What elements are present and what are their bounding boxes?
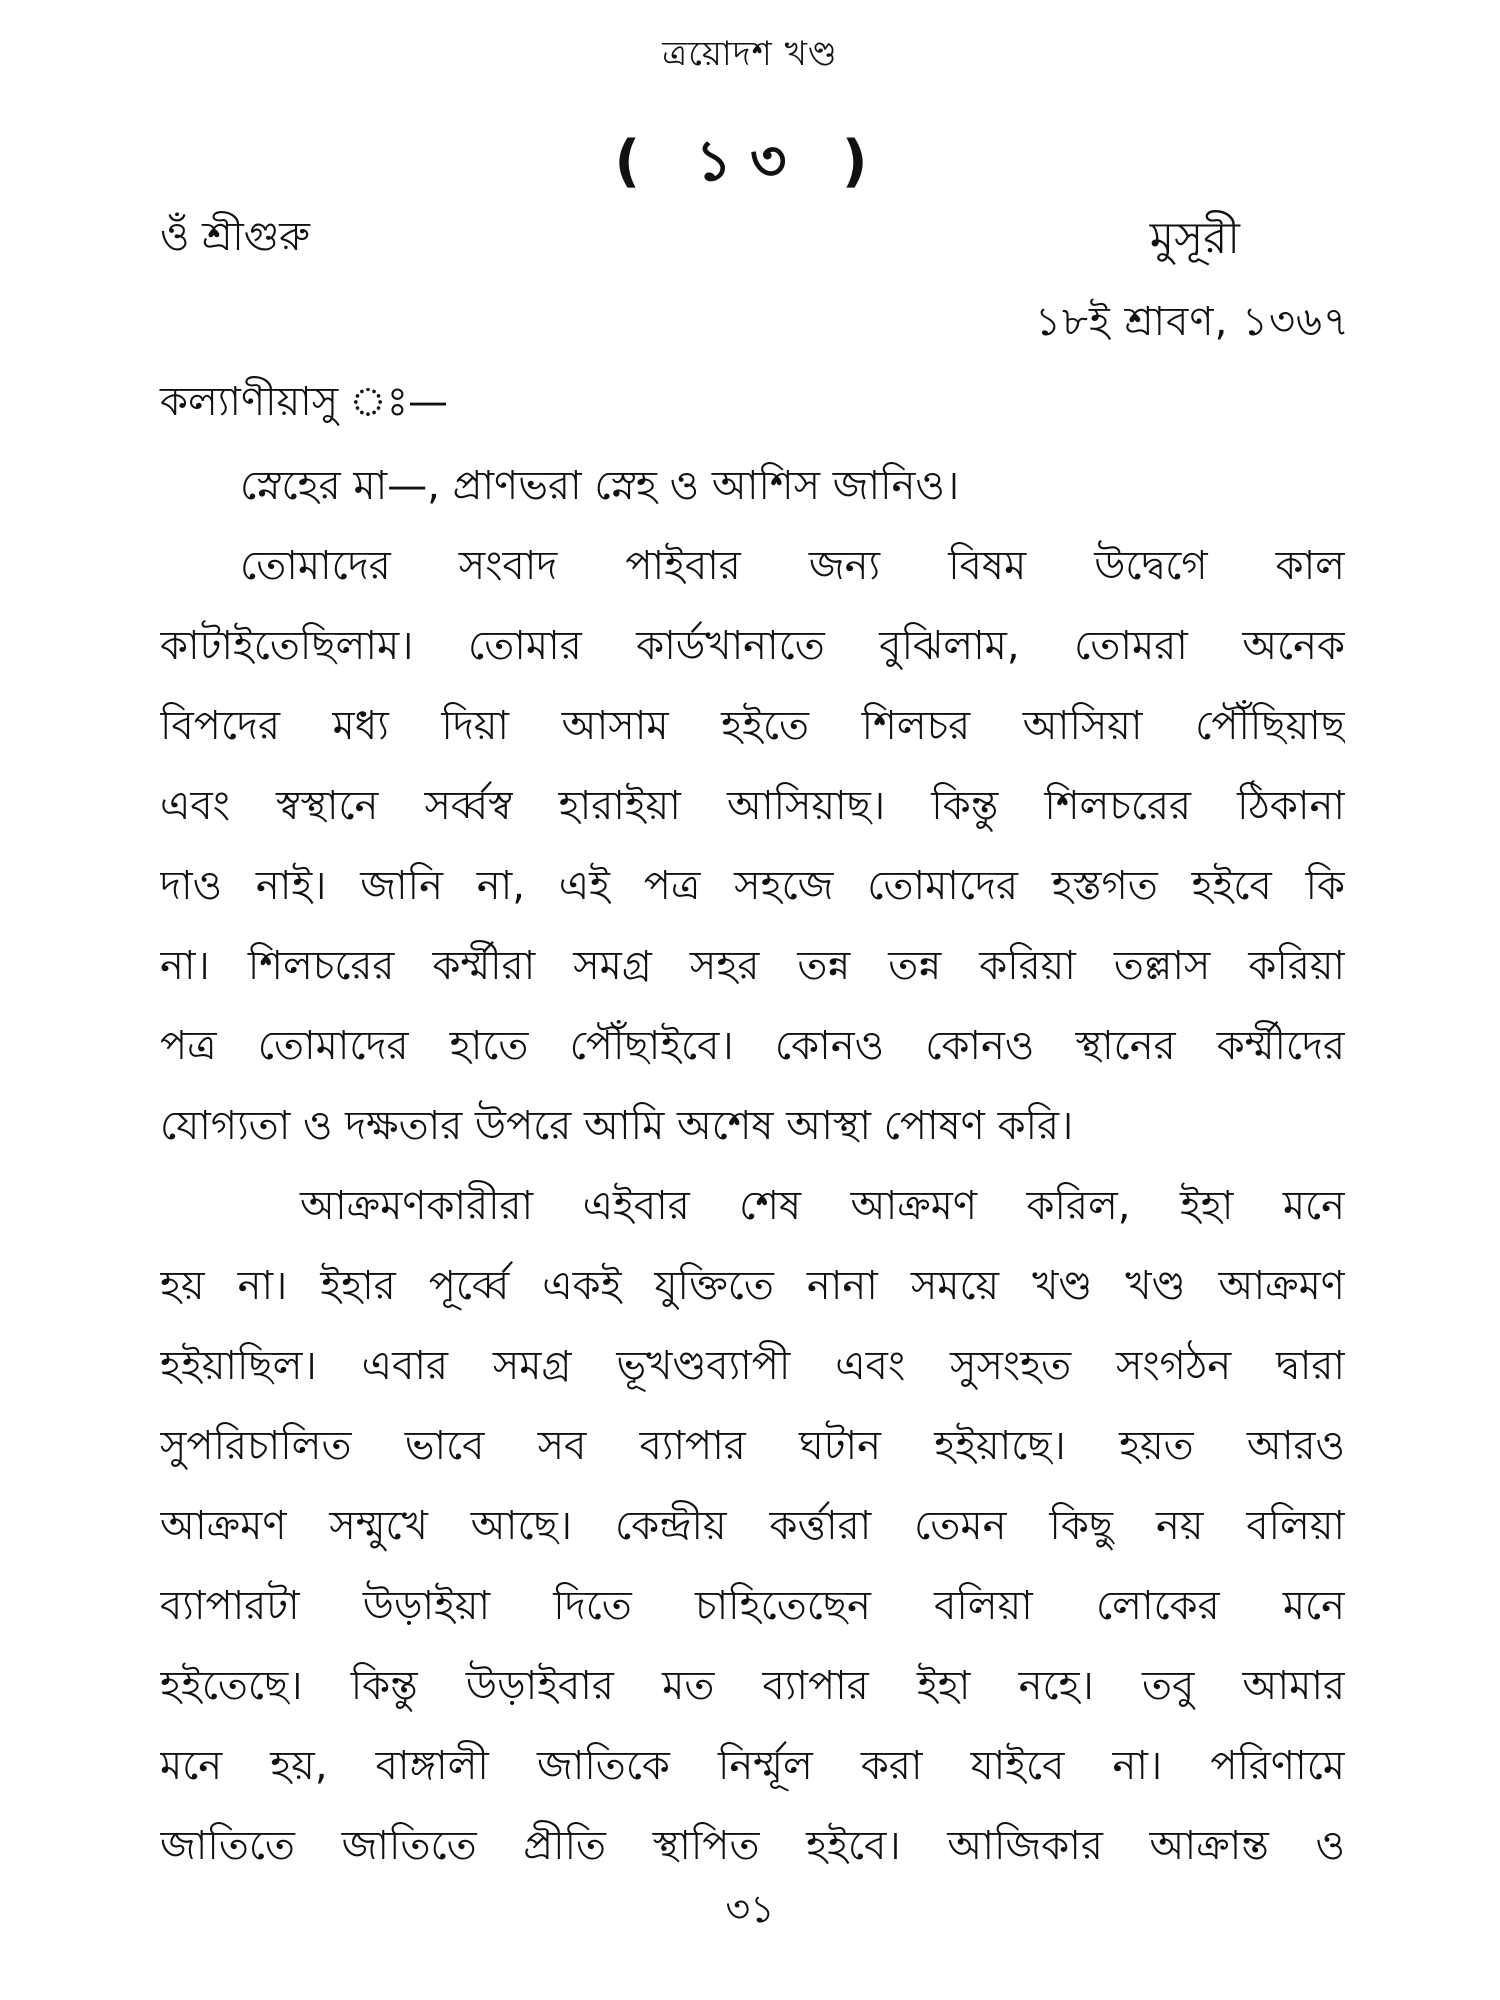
body-line: তোমাদের সংবাদ পাইবার জন্য বিষম উদ্বেগে কাল [240,543,1345,589]
body-line: যোগ্যতা ও দক্ষতার উপরে আমি অশেষ আস্থা পোষণ করি। [160,1103,1074,1149]
letter-place: মুসূরী [1149,213,1240,264]
letter-body [160,446,1345,1886]
letter-date: ১৮ই শ্রাবণ, ১৩৬৭ [1035,299,1350,345]
body-line: হইতেছে। কিন্তু উড়াইবার মত ব্যাপার ইহা নহে। তবু আমার [160,1663,1345,1709]
body-line: হয় না। ইহার পূর্ব্বে একই যুক্তিতে নানা সময়ে খণ্ড খণ্ড আক্রমণ [160,1263,1345,1309]
body-line: স্নেহের মা—, প্রাণভরা স্নেহ ও আশিস জানিও। [240,463,960,509]
page-number: ৩১ [725,1887,775,1931]
body-line: বিপদের মধ্য দিয়া আসাম হইতে শিলচর আসিয়া পৌঁছিয়াছ [160,703,1345,749]
addressee: কল্যাণীয়াসু ঃ— [160,379,449,425]
body-line: সুপরিচালিত ভাবে সব ব্যাপার ঘটান হইয়াছে। হয়ত আরও [160,1423,1345,1469]
body-line: মনে হয়, বাঙ্গালী জাতিকে নির্ম্মূল করা যাইবে না। পরিণামে [160,1743,1345,1789]
body-line: পত্র তোমাদের হাতে পৌঁছাইবে। কোনও কোনও স্থানের কর্ম্মীদের [160,1023,1345,1069]
body-line: কাটাইতেছিলাম। তোমার কার্ডখানাতে বুঝিলাম, তোমরা অনেক [160,623,1345,669]
body-line: আক্রমণ সম্মুখে আছে। কেন্দ্রীয় কর্ত্তারা তেমন কিছু নয় বলিয়া [160,1503,1345,1549]
body-line: আক্রমণকারীরা এইবার শেষ আক্রমণ করিল, ইহা মনে [300,1183,1345,1229]
invocation: ওঁ শ্রীগুরু [160,214,310,260]
body-line: না। শিলচরের কর্ম্মীরা সমগ্র সহর তন্ন তন্ন করিয়া তল্লাস করিয়া [160,943,1345,989]
body-line: জাতিতে জাতিতে প্রীতি স্থাপিত হইবে। আজিকার আক্রান্ত ও [160,1823,1345,1869]
body-line: ব্যাপারটা উড়াইয়া দিতে চাহিতেছেন বলিয়া লোকের মনে [160,1583,1345,1629]
body-line: দাও নাই। জানি না, এই পত্র সহজে তোমাদের হস্তগত হইবে কি [160,863,1345,909]
letter-number: ( ১৩ ) [614,129,886,194]
running-head: ত্রয়োদশ খণ্ড [662,34,838,74]
body-line: হইয়াছিল। এবার সমগ্র ভূখণ্ডব্যাপী এবং সুসংহত সংগঠন দ্বারা [160,1343,1345,1389]
body-line: এবং স্বস্থানে সর্ব্বস্ব হারাইয়া আসিয়াছ। কিন্তু শিলচরের ঠিকানা [160,783,1345,829]
